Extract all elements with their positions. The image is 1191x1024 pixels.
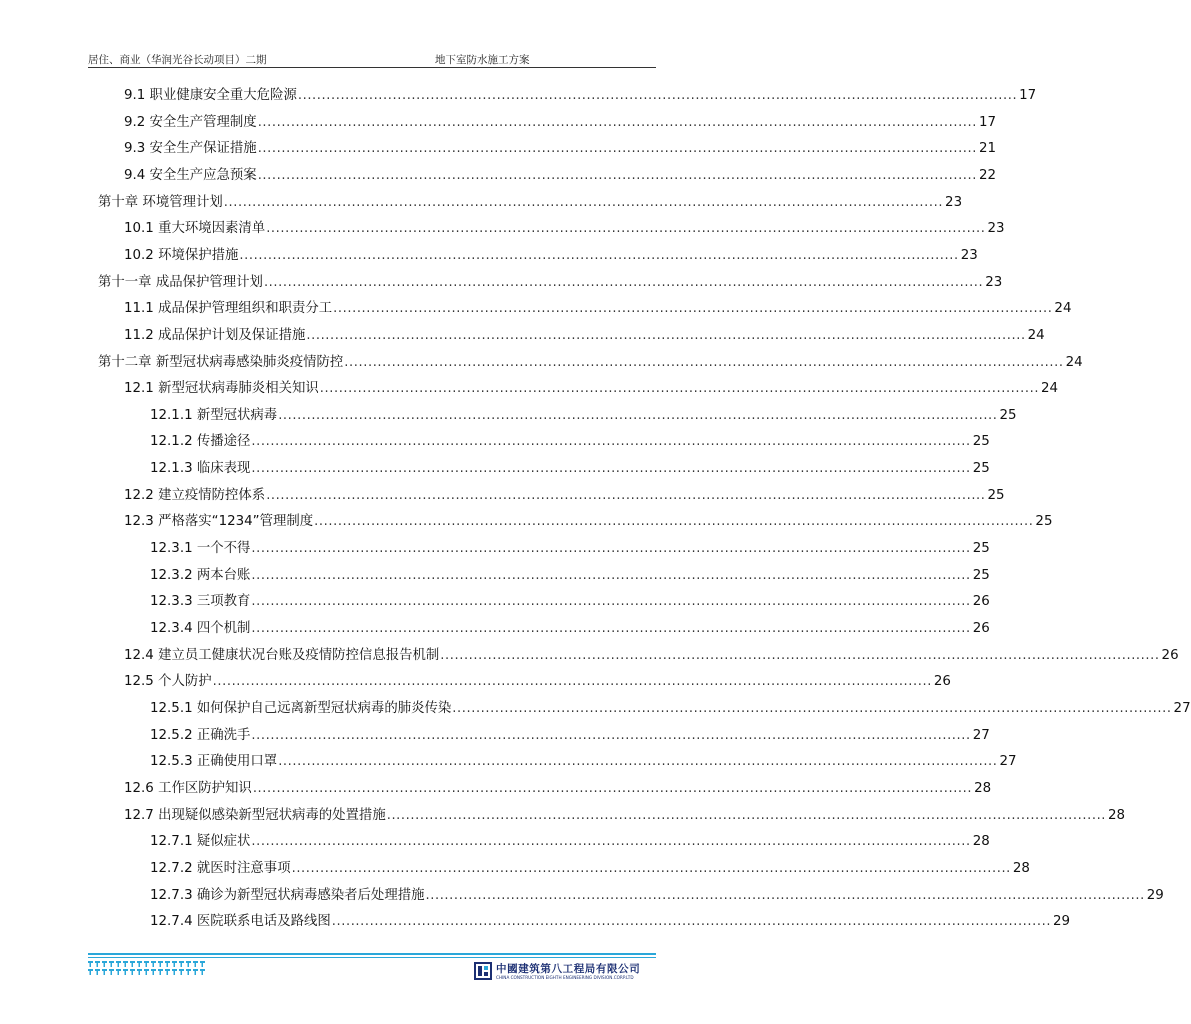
toc-dot-leader: ........................................................................................................................................................ xyxy=(251,567,971,583)
pattern-mark xyxy=(200,969,205,975)
toc-entry-page-number: 28 xyxy=(1012,860,1030,876)
toc-entry[interactable] xyxy=(124,79,1037,105)
toc-dot-leader: ........................................................................................................................................................ xyxy=(440,647,1160,663)
toc-entry-title: 12.7.4 医院联系电话及路线图 xyxy=(150,914,331,930)
pattern-mark xyxy=(172,969,177,975)
toc-entry-page-number: 28 xyxy=(972,834,990,850)
toc-dot-leader: ........................................................................................................................................................ xyxy=(223,194,944,210)
toc-entry-title: 9.4 安全生产应急预案 xyxy=(124,167,257,183)
toc-dot-leader: ........................................................................................................................................................ xyxy=(252,780,973,796)
toc-entry-title: 12.1.3 临床表现 xyxy=(150,461,251,477)
toc-entry-title: 12.1.2 传播途径 xyxy=(150,434,251,450)
toc-entry-title: 12.5.1 如何保护自己远离新型冠状病毒的肺炎传染 xyxy=(150,700,452,716)
toc-entry-page-number: 25 xyxy=(972,461,990,477)
toc-dot-leader: ........................................................................................................................................................ xyxy=(331,914,1052,930)
pattern-mark xyxy=(109,969,114,975)
toc-entry[interactable] xyxy=(150,399,1017,425)
pattern-mark xyxy=(130,961,135,967)
toc-entry-title: 12.3.2 两本台账 xyxy=(150,567,251,583)
toc-entry-title: 12.7 出现疑似感染新型冠状病毒的处置措施 xyxy=(124,807,386,823)
toc-entry-page-number: 28 xyxy=(974,780,992,796)
toc-dot-leader: ........................................................................................................................................................ xyxy=(291,860,1011,876)
toc-dot-leader: ........................................................................................................................................................ xyxy=(266,487,986,503)
toc-entry-page-number: 25 xyxy=(972,567,990,583)
cscec-logo-icon xyxy=(474,962,492,980)
toc-entry[interactable] xyxy=(124,159,996,185)
toc-entry-page-number: 29 xyxy=(1146,887,1164,903)
toc-entry[interactable] xyxy=(124,106,996,132)
pattern-mark xyxy=(109,961,114,967)
pattern-mark xyxy=(144,969,149,975)
toc-entry-title: 9.2 安全生产管理制度 xyxy=(124,114,257,130)
toc-entry-page-number: 24 xyxy=(1065,354,1083,370)
toc-entry-page-number: 17 xyxy=(1019,88,1037,103)
toc-entry[interactable] xyxy=(150,532,990,558)
toc-entry-title: 第十二章 新型冠状病毒感染肺炎疫情防控 xyxy=(98,354,344,370)
toc-entry[interactable] xyxy=(124,132,996,158)
toc-dot-leader: ........................................................................................................................................................ xyxy=(212,674,932,690)
toc-entry[interactable] xyxy=(124,772,992,798)
toc-entry-title: 第十一章 成品保护管理计划 xyxy=(98,274,263,290)
pattern-mark xyxy=(186,961,191,967)
toc-entry-page-number: 26 xyxy=(972,621,990,636)
toc-entry-page-number: 26 xyxy=(933,674,951,690)
toc-entry[interactable] xyxy=(150,612,990,638)
pattern-mark xyxy=(130,969,135,975)
header-document-title: 地下室防水施工方案 xyxy=(435,54,530,66)
toc-entry[interactable] xyxy=(124,372,1059,398)
pattern-mark xyxy=(137,969,142,975)
toc-entry[interactable] xyxy=(150,745,1017,771)
pattern-mark xyxy=(200,961,205,967)
toc-dot-leader: ........................................................................................................................................................ xyxy=(263,274,984,290)
toc-entry[interactable] xyxy=(124,665,951,691)
page-header xyxy=(88,52,656,68)
toc-entry[interactable] xyxy=(98,266,1003,292)
toc-entry[interactable] xyxy=(150,452,990,478)
toc-entry[interactable] xyxy=(124,319,1045,345)
toc-entry-title: 12.5 个人防护 xyxy=(124,674,212,690)
pattern-mark xyxy=(179,961,184,967)
toc-entry-page-number: 24 xyxy=(1027,327,1045,343)
pattern-mark xyxy=(123,969,128,975)
company-name-cn: 中國建筑第八工程局有限公司 xyxy=(496,963,641,975)
toc-entry[interactable] xyxy=(150,879,1164,905)
toc-dot-leader: ........................................................................................................................................................ xyxy=(239,247,959,263)
toc-entry-title: 12.1 新型冠状病毒肺炎相关知识 xyxy=(124,381,319,397)
toc-entry-title: 12.3 严格落实“1234”管理制度 xyxy=(124,514,314,530)
toc-entry[interactable] xyxy=(150,559,990,585)
toc-entry[interactable] xyxy=(124,239,978,265)
toc-dot-leader: ........................................................................................................................................................ xyxy=(319,381,1040,397)
toc-entry-page-number: 25 xyxy=(987,487,1005,503)
pattern-mark xyxy=(144,961,149,967)
pattern-mark xyxy=(158,969,163,975)
footer-decorative-pattern-icon xyxy=(88,960,206,982)
toc-entry-title: 12.6 工作区防护知识 xyxy=(124,780,252,796)
toc-entry-title: 12.3.3 三项教育 xyxy=(150,594,251,610)
toc-entry-title: 9.3 安全生产保证措施 xyxy=(124,141,257,157)
toc-dot-leader: ........................................................................................................................................................ xyxy=(344,354,1064,370)
toc-dot-leader: ........................................................................................................................................................ xyxy=(251,621,971,636)
toc-dot-leader: ........................................................................................................................................................ xyxy=(266,221,986,237)
toc-entry-title: 9.1 职业健康安全重大危险源 xyxy=(124,88,297,103)
pattern-mark xyxy=(102,961,107,967)
toc-entry-page-number: 23 xyxy=(985,274,1003,290)
toc-dot-leader: ........................................................................................................................................................ xyxy=(257,167,977,183)
toc-entry[interactable] xyxy=(98,346,1083,372)
pattern-mark xyxy=(186,969,191,975)
toc-entry[interactable] xyxy=(124,212,1005,238)
pattern-mark xyxy=(172,961,177,967)
toc-dot-leader: ........................................................................................................................................................ xyxy=(251,727,971,743)
toc-entry-title: 12.5.2 正确洗手 xyxy=(150,727,251,743)
toc-entry-title: 12.2 建立疫情防控体系 xyxy=(124,487,266,503)
toc-entry-title: 10.1 重大环境因素清单 xyxy=(124,221,266,237)
toc-entry-page-number: 23 xyxy=(987,221,1005,237)
pattern-mark xyxy=(116,961,121,967)
pattern-mark xyxy=(116,969,121,975)
toc-entry-page-number: 26 xyxy=(972,594,990,610)
toc-entry[interactable] xyxy=(150,692,1191,718)
pattern-mark xyxy=(179,969,184,975)
toc-entry[interactable] xyxy=(150,852,1030,878)
pattern-mark xyxy=(165,961,170,967)
pattern-mark xyxy=(88,961,93,967)
toc-dot-leader: ........................................................................................................................................................ xyxy=(333,301,1053,317)
toc-dot-leader: ........................................................................................................................................................ xyxy=(425,887,1145,903)
toc-entry-page-number: 25 xyxy=(972,541,990,557)
toc-entry[interactable] xyxy=(150,719,990,745)
toc-dot-leader: ........................................................................................................................................................ xyxy=(251,434,971,450)
toc-entry-title: 12.7.1 疑似症状 xyxy=(150,834,251,850)
toc-entry-title: 12.7.3 确诊为新型冠状病毒感染者后处理措施 xyxy=(150,887,425,903)
toc-entry[interactable] xyxy=(98,186,963,212)
toc-dot-leader: ........................................................................................................................................................ xyxy=(452,700,1172,716)
toc-dot-leader: ........................................................................................................................................................ xyxy=(251,834,971,850)
pattern-mark xyxy=(95,961,100,967)
toc-entry-page-number: 25 xyxy=(999,407,1017,423)
toc-entry-title: 12.4 建立员工健康状况台账及疫情防控信息报告机制 xyxy=(124,647,440,663)
toc-entry-page-number: 21 xyxy=(978,141,996,157)
toc-entry[interactable] xyxy=(124,799,1126,825)
toc-entry-page-number: 27 xyxy=(1173,700,1191,716)
pattern-mark xyxy=(95,969,100,975)
toc-entry[interactable] xyxy=(150,585,990,611)
toc-entry-page-number: 25 xyxy=(972,434,990,450)
toc-entry-page-number: 25 xyxy=(1035,514,1053,530)
toc-entry-title: 10.2 环境保护措施 xyxy=(124,247,239,263)
toc-entry-title: 11.2 成品保护计划及保证措施 xyxy=(124,327,306,343)
toc-entry[interactable] xyxy=(124,479,1005,505)
toc-entry-page-number: 17 xyxy=(978,114,996,130)
toc-dot-leader: ........................................................................................................................................................ xyxy=(314,514,1034,530)
toc-dot-leader: ........................................................................................................................................................ xyxy=(257,114,977,130)
toc-entry-page-number: 27 xyxy=(972,727,990,743)
toc-entry-title: 12.5.3 正确使用口罩 xyxy=(150,754,278,770)
footer-divider xyxy=(88,953,656,955)
footer-divider-thin xyxy=(88,957,656,958)
toc-dot-leader: ........................................................................................................................................................ xyxy=(251,541,971,557)
pattern-mark xyxy=(193,961,198,967)
toc-entry[interactable] xyxy=(150,905,1071,931)
toc-entry-page-number: 28 xyxy=(1107,807,1126,823)
toc-dot-leader: ........................................................................................................................................................ xyxy=(297,88,1018,103)
pattern-mark xyxy=(158,961,163,967)
toc-entry-page-number: 22 xyxy=(978,167,996,183)
toc-entry[interactable] xyxy=(124,292,1072,318)
toc-entry-title: 12.3.1 一个不得 xyxy=(150,541,251,557)
toc-dot-leader: ........................................................................................................................................................ xyxy=(278,754,998,770)
pattern-mark xyxy=(193,969,198,975)
toc-entry-page-number: 23 xyxy=(945,194,963,210)
toc-dot-leader: ........................................................................................................................................................ xyxy=(306,327,1026,343)
toc-dot-leader: ........................................................................................................................................................ xyxy=(251,594,971,610)
toc-entry-title: 11.1 成品保护管理组织和职责分工 xyxy=(124,301,333,317)
toc-entry-title: 第十章 环境管理计划 xyxy=(98,194,223,210)
pattern-mark xyxy=(137,961,142,967)
pattern-mark xyxy=(165,969,170,975)
toc-entry-page-number: 24 xyxy=(1041,381,1059,397)
toc-dot-leader: ........................................................................................................................................................ xyxy=(251,461,971,477)
toc-entry-page-number: 27 xyxy=(999,754,1017,770)
company-name-en: CHINA CONSTRUCTION EIGHTH ENGINEERING DIVISION.CORP.LTD xyxy=(496,975,634,980)
toc-dot-leader: ........................................................................................................................................................ xyxy=(386,807,1107,823)
toc-entry[interactable] xyxy=(124,505,1053,531)
toc-entry[interactable] xyxy=(150,425,990,451)
toc-entry-page-number: 23 xyxy=(960,247,978,263)
toc-entry-page-number: 29 xyxy=(1053,914,1071,930)
pattern-mark xyxy=(123,961,128,967)
toc-entry[interactable] xyxy=(124,639,1179,665)
pattern-mark xyxy=(102,969,107,975)
pattern-mark xyxy=(151,961,156,967)
toc-entry[interactable] xyxy=(150,825,990,851)
toc-entry-page-number: 26 xyxy=(1161,647,1179,663)
company-logo xyxy=(474,961,656,983)
toc-dot-leader: ........................................................................................................................................................ xyxy=(257,141,977,157)
toc-entry-title: 12.1.1 新型冠状病毒 xyxy=(150,407,278,423)
toc-entry-title: 12.3.4 四个机制 xyxy=(150,621,251,636)
toc-entry-page-number: 24 xyxy=(1054,301,1072,317)
header-divider xyxy=(88,67,656,68)
pattern-mark xyxy=(151,969,156,975)
pattern-mark xyxy=(88,969,93,975)
toc-entry-title: 12.7.2 就医时注意事项 xyxy=(150,860,291,876)
toc-dot-leader: ........................................................................................................................................................ xyxy=(278,407,998,423)
header-project-name: 居住、商业（华润光谷长动项目）二期 xyxy=(88,54,267,66)
